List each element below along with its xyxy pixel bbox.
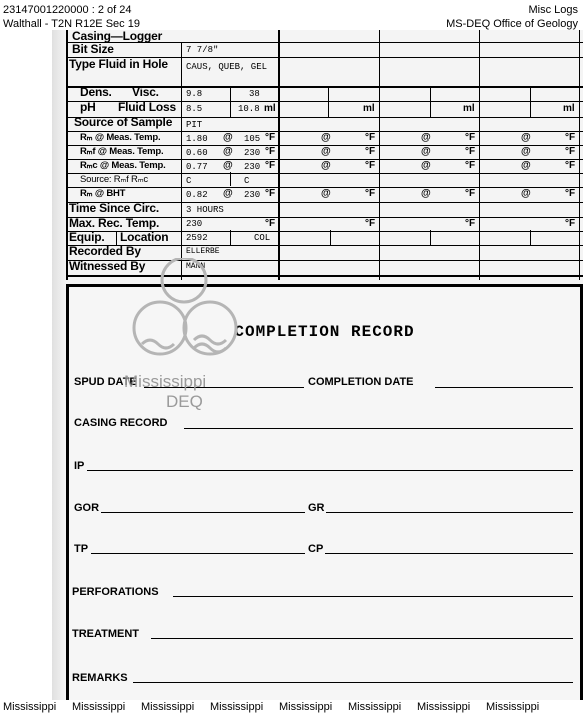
deg-f: °F <box>265 146 276 157</box>
deg-f: °F <box>265 160 276 171</box>
location-value: COL <box>254 233 271 243</box>
remarks-label: REMARKS <box>72 672 128 684</box>
log-heading-form <box>66 30 583 280</box>
deg-f: °F <box>465 218 476 229</box>
at-symbol: @ <box>421 188 431 199</box>
recorded-by-value: ELLERBE <box>186 247 220 256</box>
footer-item: Mississippi <box>72 701 126 713</box>
at-symbol: @ <box>223 146 233 157</box>
rm-bht-label: Rₘ @ BHT <box>80 188 126 199</box>
at-symbol: @ <box>321 188 331 199</box>
at-symbol: @ <box>321 132 331 143</box>
deg-f: °F <box>365 132 376 143</box>
completion-date-label: COMPLETION DATE <box>308 376 414 388</box>
at-symbol: @ <box>421 160 431 171</box>
visc-value: 38 <box>249 89 260 99</box>
time-circ-label: Time Since Circ. <box>69 201 159 215</box>
rmc-temp: 230 <box>244 162 261 172</box>
source-rmc-value: C <box>244 176 250 186</box>
type-fluid-value: CAUS, QUEB, GEL <box>186 62 268 72</box>
source-sample-label: Source of Sample <box>74 115 173 129</box>
deq-watermark <box>120 258 250 418</box>
rm-label: Rₘ @ Meas. Temp. <box>80 132 161 143</box>
equip-value: 2592 <box>186 233 208 243</box>
deg-f: °F <box>565 188 576 199</box>
deg-f: °F <box>565 160 576 171</box>
at-symbol: @ <box>223 188 233 199</box>
casing-logger-label: Casing—Logger <box>72 29 163 43</box>
document-type: Misc Logs <box>528 4 578 16</box>
watermark-text-line1: Mississippi <box>124 372 207 391</box>
recorded-by-label: Recorded By <box>69 244 141 258</box>
deg-f: °F <box>565 218 576 229</box>
at-symbol: @ <box>421 132 431 143</box>
max-temp-label: Max. Rec. Temp. <box>69 216 160 230</box>
dens-value: 9.8 <box>186 89 203 99</box>
document-id: 23147001220000 : 2 of 24 <box>3 4 132 16</box>
fluid-loss-value: 10.8 <box>238 104 260 114</box>
rmc-label: Rₘc @ Meas. Temp. <box>80 160 166 171</box>
casing-record-label: CASING RECORD <box>74 417 168 429</box>
type-fluid-label: Type Fluid in Hole <box>69 57 168 71</box>
deg-f: °F <box>265 218 276 229</box>
source-sample-value: PIT <box>186 120 203 130</box>
deg-f: °F <box>565 132 576 143</box>
deg-f: °F <box>365 160 376 171</box>
witnessed-by-value: MANN <box>186 262 206 271</box>
deg-f: °F <box>465 188 476 199</box>
rmf-label: Rₘf @ Meas. Temp. <box>80 146 164 157</box>
footer-item: Mississippi <box>141 701 195 713</box>
ph-value: 8.5 <box>186 104 203 114</box>
at-symbol: @ <box>321 146 331 157</box>
footer-item: Mississippi <box>486 701 540 713</box>
well-location: Walthall - T2N R12E Sec 19 <box>3 18 140 30</box>
spud-date-label: SPUD DATE <box>74 376 137 388</box>
rm-bht-value: 0.82 <box>186 190 208 200</box>
at-symbol: @ <box>321 160 331 171</box>
page-header <box>0 0 583 32</box>
deg-f: °F <box>465 160 476 171</box>
deg-f: °F <box>465 132 476 143</box>
rm-bht-temp: 230 <box>244 190 261 200</box>
footer-item: Mississippi <box>3 701 57 713</box>
time-circ-value: 3 HOURS <box>186 205 224 215</box>
page-footer <box>0 700 583 715</box>
gr-label: GR <box>308 502 325 514</box>
max-temp-value: 230 <box>186 219 203 229</box>
ip-label: IP <box>74 460 85 472</box>
fluid-loss-label: Fluid Loss <box>118 100 177 114</box>
watermark-text-line2: DEQ <box>166 392 203 411</box>
at-symbol: @ <box>521 160 531 171</box>
footer-item: Mississippi <box>279 701 333 713</box>
at-symbol: @ <box>521 132 531 143</box>
deg-f: °F <box>265 188 276 199</box>
tp-label: TP <box>74 543 89 555</box>
at-symbol: @ <box>521 146 531 157</box>
rm-temp: 105 <box>244 134 261 144</box>
rmf-temp: 230 <box>244 148 261 158</box>
source-rmf-rmc-label: Source: Rₘf Rₘc <box>80 174 148 185</box>
bit-size-value: 7 7/8" <box>186 45 219 55</box>
bit-size-label: Bit Size <box>72 42 114 56</box>
at-symbol: @ <box>223 160 233 171</box>
treatment-label: TREATMENT <box>72 628 140 640</box>
cp-label: CP <box>308 543 324 555</box>
deg-f: °F <box>365 146 376 157</box>
completion-title: COMPLETION RECORD <box>234 323 415 341</box>
ml-unit-1: ml <box>264 103 276 114</box>
dens-label: Dens. <box>80 85 112 99</box>
location-label: Location <box>120 230 169 244</box>
ml-unit-2: ml <box>363 103 375 114</box>
footer-item: Mississippi <box>210 701 264 713</box>
deg-f: °F <box>565 146 576 157</box>
rmf-value: 0.60 <box>186 148 208 158</box>
deg-f: °F <box>365 188 376 199</box>
witnessed-by-label: Witnessed By <box>69 259 146 273</box>
at-symbol: @ <box>521 188 531 199</box>
gor-label: GOR <box>74 502 100 514</box>
deq-logo-icon <box>120 258 250 373</box>
equip-label: Equip. <box>69 230 105 244</box>
footer-item: Mississippi <box>417 701 471 713</box>
at-symbol: @ <box>421 146 431 157</box>
rmc-value: 0.77 <box>186 162 208 172</box>
source-rmf-value: C <box>186 176 192 186</box>
deg-f: °F <box>465 146 476 157</box>
ph-label: pH <box>80 100 96 114</box>
at-symbol: @ <box>223 132 233 143</box>
footer-item: Mississippi <box>348 701 402 713</box>
ml-unit-4: ml <box>563 103 575 114</box>
perforations-label: PERFORATIONS <box>72 586 159 598</box>
visc-label: Visc. <box>132 85 159 99</box>
agency-name: MS-DEQ Office of Geology <box>446 18 578 30</box>
deg-f: °F <box>365 218 376 229</box>
rm-value: 1.80 <box>186 134 208 144</box>
ml-unit-3: ml <box>463 103 475 114</box>
deg-f: °F <box>265 132 276 143</box>
